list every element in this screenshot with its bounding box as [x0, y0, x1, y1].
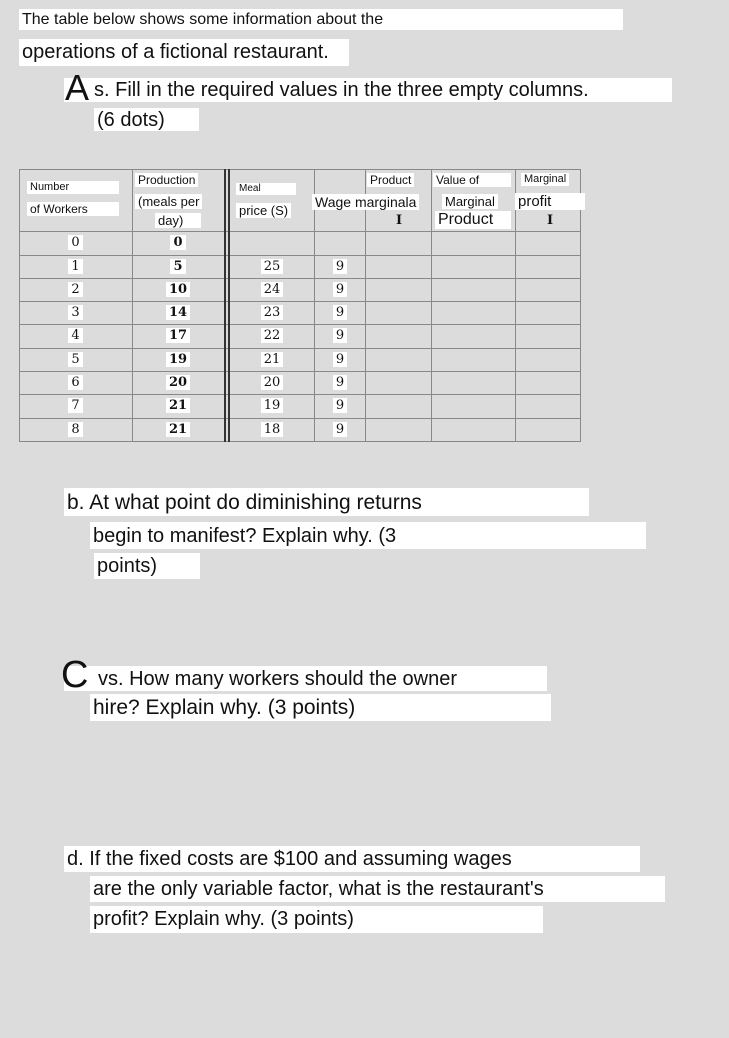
- cell-workers: 8: [19, 423, 132, 436]
- data-table: [19, 169, 581, 442]
- question-d-line-3: profit? Explain why. (3 points): [90, 906, 543, 933]
- header-profit-1: Marginal: [521, 173, 569, 186]
- cell-wage: 9: [315, 260, 365, 273]
- cell-workers: 0: [19, 236, 132, 249]
- header-wage: Wage marginala: [312, 194, 419, 210]
- cell-workers: 6: [19, 376, 132, 389]
- question-d-line-1: d. If the fixed costs are $100 and assuming wages: [64, 846, 640, 872]
- header-profit-2: profit: [515, 193, 585, 210]
- cell-production: 20: [132, 376, 224, 389]
- cell-wage: 9: [315, 283, 365, 296]
- cell-workers: 7: [19, 399, 132, 412]
- cell-wage: 9: [315, 329, 365, 342]
- header-vmp-1: Value of: [433, 173, 511, 187]
- cell-wage: 9: [315, 306, 365, 319]
- header-workers-1: Number: [27, 181, 119, 194]
- header-mp-2: I: [396, 213, 403, 228]
- question-d-line-2: are the only variable factor, what is the restaurant's: [90, 876, 665, 902]
- header-mp-1: Product: [367, 173, 414, 187]
- cell-workers: 5: [19, 353, 132, 366]
- question-c-line-1: vs. How many workers should the owner: [64, 666, 547, 691]
- cell-production: 21: [132, 399, 224, 412]
- cell-production: 21: [132, 423, 224, 436]
- cell-production: 5: [132, 260, 224, 273]
- header-production-3: day): [155, 213, 201, 228]
- question-b-line-1: b. At what point do diminishing returns: [64, 488, 589, 516]
- question-c-line-2: hire? Explain why. (3 points): [90, 694, 551, 721]
- cell-price: 22: [230, 329, 314, 342]
- cell-price: 18: [230, 423, 314, 436]
- question-a-points: (6 dots): [94, 108, 199, 131]
- cell-production: 14: [132, 306, 224, 319]
- question-b-line-2: begin to manifest? Explain why. (3: [90, 522, 646, 549]
- cell-production: 10: [132, 283, 224, 296]
- cell-price: 21: [230, 353, 314, 366]
- cell-workers: 2: [19, 283, 132, 296]
- cell-workers: 4: [19, 329, 132, 342]
- header-price-2: price (S): [236, 203, 291, 218]
- cell-production: 17: [132, 329, 224, 342]
- cell-price: 19: [230, 399, 314, 412]
- cell-wage: 9: [315, 399, 365, 412]
- cell-production: 0: [132, 236, 224, 249]
- header-production-1: Production: [135, 173, 198, 187]
- cell-workers: 1: [19, 260, 132, 273]
- header-production-2: (meals per: [135, 194, 202, 209]
- cell-wage: 9: [315, 423, 365, 436]
- cell-price: 24: [230, 283, 314, 296]
- question-b-line-3: points): [94, 553, 200, 579]
- cell-wage: 9: [315, 353, 365, 366]
- header-vmp-2: Marginal: [442, 194, 498, 209]
- header-profit-3: I: [547, 213, 554, 228]
- cell-wage: 9: [315, 376, 365, 389]
- header-workers-2: of Workers: [27, 202, 119, 216]
- cell-price: 23: [230, 306, 314, 319]
- cell-workers: 3: [19, 306, 132, 319]
- cell-production: 19: [132, 353, 224, 366]
- question-c-letter: C: [61, 654, 89, 696]
- intro-line-2: operations of a fictional restaurant.: [19, 39, 349, 66]
- question-a-letter: A: [65, 67, 90, 108]
- header-price-1: Meal: [236, 183, 296, 195]
- header-vmp-3: Product: [435, 211, 511, 229]
- intro-line-1: The table below shows some information about the: [19, 9, 623, 30]
- cell-price: 20: [230, 376, 314, 389]
- cell-price: 25: [230, 260, 314, 273]
- question-a-text: s. Fill in the required values in the three empty columns.: [64, 78, 672, 102]
